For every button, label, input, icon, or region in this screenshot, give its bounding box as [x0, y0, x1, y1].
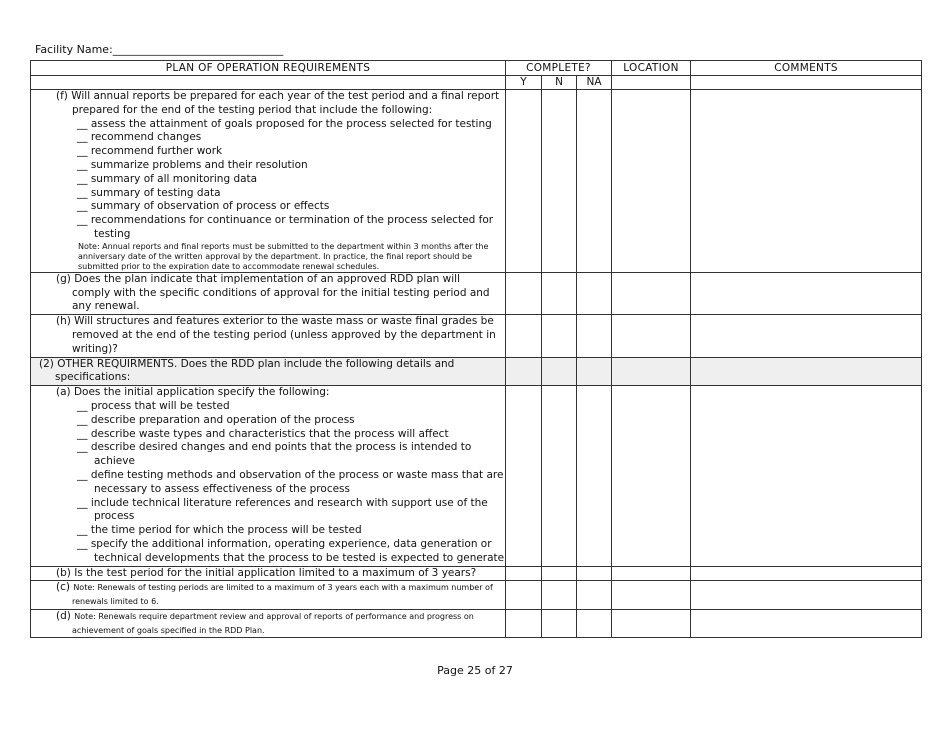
- row-other-requirements: [31, 357, 922, 386]
- comments-cell[interactable]: [691, 566, 922, 581]
- location-cell[interactable]: [612, 581, 691, 610]
- check-y[interactable]: [506, 386, 542, 566]
- header-blank: [31, 76, 506, 90]
- header-na: NA: [577, 76, 612, 90]
- check-na[interactable]: [577, 357, 612, 386]
- location-cell[interactable]: [612, 566, 691, 581]
- row-f-bullet: __ recommend further work: [77, 145, 223, 158]
- row-h: [31, 315, 922, 357]
- location-cell[interactable]: [612, 609, 691, 638]
- row-f-note: Note: Annual reports and final reports must be submitted to the department within 3 months after the anniversary date of the written approval by the department. In practice, the final report should be submitted prior to the expiration date to accommodate renewal schedules.: [78, 241, 489, 271]
- row-a-bullet: __ describe waste types and characteristics that the process will affect: [77, 427, 449, 440]
- comments-cell[interactable]: [691, 90, 922, 273]
- check-na[interactable]: [577, 90, 612, 273]
- row-c: [31, 581, 922, 610]
- row-f-bullet: __ recommend changes: [77, 131, 202, 144]
- row-other-text: (2) OTHER REQUIRMENTS. Does the RDD plan include the following details and specifications:: [39, 357, 455, 384]
- row-h-text: (h) Will structures and features exterior to the waste mass or waste final grades be removed at the end of the testing period (unless approved by the department in writing)?: [56, 315, 496, 355]
- row-d-label: (d): [56, 609, 71, 622]
- row-f-bullet: __ summary of all monitoring data: [77, 172, 258, 185]
- check-na[interactable]: [577, 386, 612, 566]
- check-y[interactable]: [506, 581, 542, 610]
- row-a-lead: (a) Does the initial application specify the following:: [56, 386, 330, 399]
- row-a-bullet: __ describe preparation and operation of the process: [77, 413, 355, 426]
- check-n[interactable]: [542, 566, 577, 581]
- check-na[interactable]: [577, 566, 612, 581]
- location-cell[interactable]: [612, 272, 691, 314]
- row-f-bullet: __ recommendations for continuance or termination of the process selected for testing: [77, 214, 494, 240]
- requirements-table: [30, 60, 922, 638]
- row-f-lead: (f) Will annual reports be prepared for each year of the test period and a final report prepared for the end of the testing period that include the following:: [56, 90, 500, 116]
- facility-name-label: Facility Name:_______________________________: [35, 43, 284, 56]
- header-y: Y: [506, 76, 542, 90]
- row-d: [31, 609, 922, 638]
- header-n: N: [542, 76, 577, 90]
- row-a: [31, 386, 922, 566]
- row-f-bullet: __ assess the attainment of goals proposed for the process selected for testing: [77, 117, 492, 130]
- row-a-requirement: [31, 386, 506, 566]
- row-b: [31, 566, 922, 581]
- check-n[interactable]: [542, 581, 577, 610]
- row-d-note: Note: Renewals require department review and approval of reports of performance and progress on achievement of goals specified in the RDD Plan.: [72, 611, 474, 635]
- header-comments: COMMENTS: [691, 61, 922, 76]
- row-c-label: (c): [56, 581, 70, 594]
- row-c-content: [31, 581, 505, 609]
- row-d-content: [31, 610, 505, 638]
- comments-cell[interactable]: [691, 315, 922, 357]
- check-n[interactable]: [542, 315, 577, 357]
- comments-cell[interactable]: [691, 357, 922, 386]
- row-g: [31, 272, 922, 314]
- check-y[interactable]: [506, 90, 542, 273]
- row-a-bullet: __ specify the additional information, operating experience, data generation or technical developments that the process to be tested is expected to generate: [77, 537, 505, 564]
- header-location-blank: [612, 76, 691, 90]
- check-y[interactable]: [506, 609, 542, 638]
- check-y[interactable]: [506, 272, 542, 314]
- check-na[interactable]: [577, 581, 612, 610]
- row-f-bullet: __ summary of observation of process or effects: [77, 200, 330, 213]
- location-cell[interactable]: [612, 357, 691, 386]
- row-a-bullet: __ include technical literature references and research with support use of the process: [77, 496, 488, 523]
- row-f-bullet: __ summary of testing data: [77, 186, 221, 199]
- check-n[interactable]: [542, 386, 577, 566]
- check-na[interactable]: [577, 609, 612, 638]
- location-cell[interactable]: [612, 315, 691, 357]
- comments-cell[interactable]: [691, 272, 922, 314]
- header-complete: COMPLETE?: [506, 61, 612, 76]
- header-requirements: PLAN OF OPERATION REQUIREMENTS: [31, 61, 506, 76]
- check-n[interactable]: [542, 609, 577, 638]
- row-b-text: (b) Is the test period for the initial application limited to a maximum of 3 years?: [56, 566, 477, 579]
- row-g-text: (g) Does the plan indicate that implementation of an approved RDD plan will comply with the specific conditions of approval for the initial testing period and any renewal.: [56, 272, 490, 313]
- check-n[interactable]: [542, 90, 577, 273]
- check-n[interactable]: [542, 272, 577, 314]
- page-number: Page 25 of 27: [437, 664, 513, 677]
- check-n[interactable]: [542, 357, 577, 386]
- header-location: LOCATION: [612, 61, 691, 76]
- check-na[interactable]: [577, 315, 612, 357]
- location-cell[interactable]: [612, 386, 691, 566]
- row-a-bullet: __ define testing methods and observation of the process or waste mass that are necessary to assess effectiveness of the process: [77, 468, 504, 495]
- comments-cell[interactable]: [691, 581, 922, 610]
- header-comments-blank: [691, 76, 922, 90]
- check-y[interactable]: [506, 566, 542, 581]
- row-a-bullet: __ process that will be tested: [77, 399, 230, 412]
- row-c-note: Note: Renewals of testing periods are limited to a maximum of 3 years each with a maximum number of renewals limited to 6.: [72, 583, 493, 607]
- row-a-bullet: __ describe desired changes and end points that the process is intended to achieve: [77, 441, 472, 468]
- row-f-bullet: __ summarize problems and their resolution: [77, 158, 308, 171]
- location-cell[interactable]: [612, 90, 691, 273]
- row-a-bullet: __ the time period for which the process will be tested: [77, 524, 362, 537]
- comments-cell[interactable]: [691, 609, 922, 638]
- check-y[interactable]: [506, 357, 542, 386]
- check-na[interactable]: [577, 272, 612, 314]
- check-y[interactable]: [506, 315, 542, 357]
- row-f-requirement: [31, 90, 506, 273]
- comments-cell[interactable]: [691, 386, 922, 566]
- row-f: [31, 90, 922, 273]
